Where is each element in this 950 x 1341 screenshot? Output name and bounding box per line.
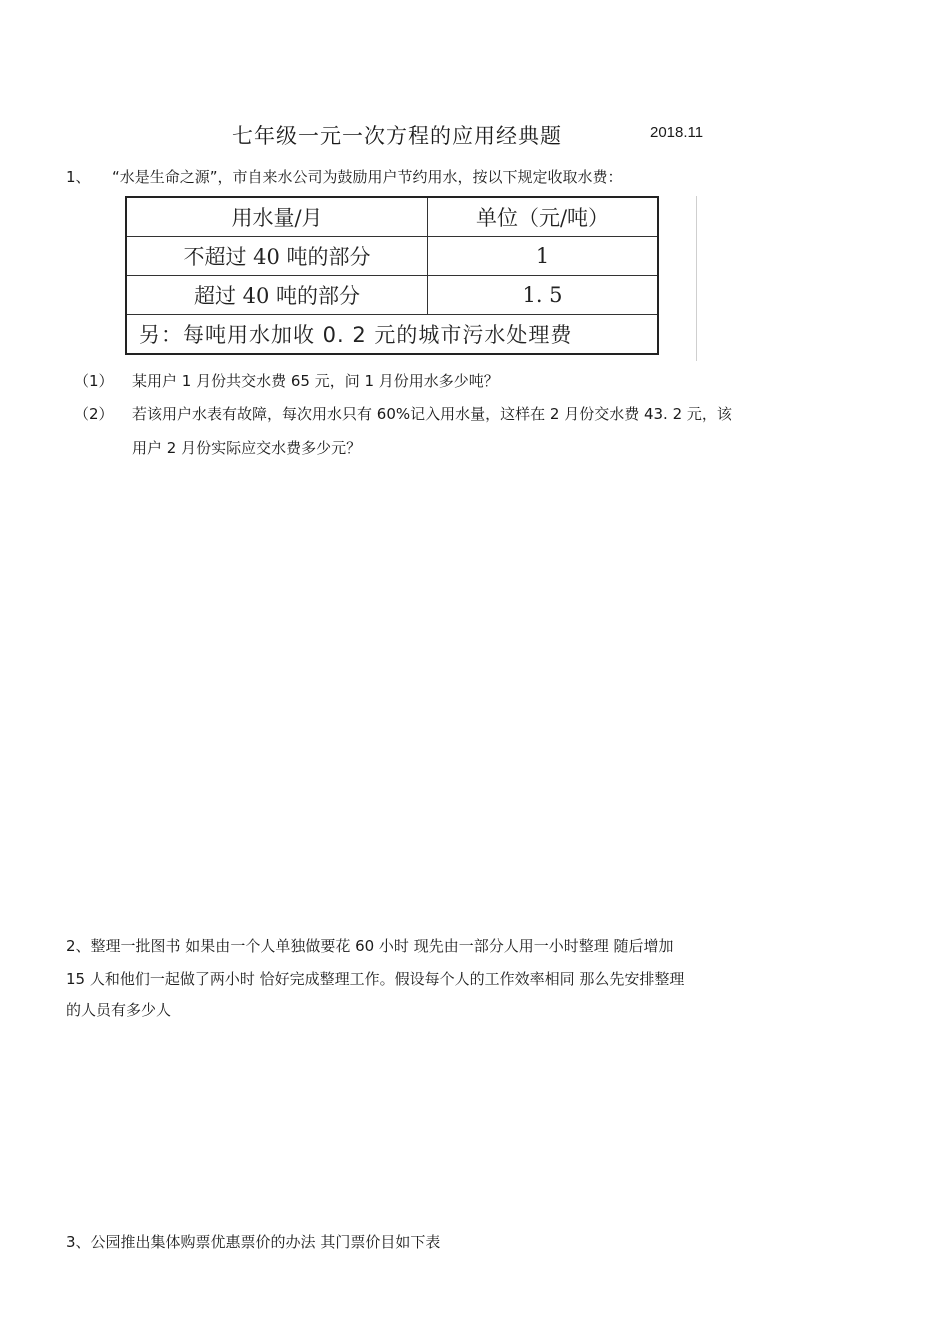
question-1-intro: “水是生命之源”，市自来水公司为鼓励用户节约用水，按以下规定收取水费： (112, 168, 623, 186)
sub-question-1-label: （1） (74, 372, 114, 390)
table-header-row (126, 197, 658, 237)
page-title: 七年级一元一次方程的应用经典题 (232, 124, 562, 148)
question-2-line3: 的人员有多少人 (66, 1001, 172, 1019)
table-header-cell: 用水量/月 (126, 197, 428, 237)
question-1-number: 1、 (66, 168, 91, 186)
table-note: 另：每吨用水加收 0. 2 元的城市污水处理费 (126, 315, 658, 355)
scan-edge-line (696, 196, 697, 361)
sub-question-2-text-line2: 用户 2 月份实际应交水费多少元？ (132, 439, 362, 457)
table-cell: 超过 40 吨的部分 (126, 276, 428, 315)
date-label: 2018.11 (650, 124, 704, 141)
question-3-line1: 3、公园推出集体购票优惠票价的办法 其门票价目如下表 (66, 1233, 441, 1251)
table-row (126, 237, 658, 276)
sub-question-2-label: （2） (74, 405, 114, 423)
question-2-line1: 2、整理一批图书 如果由一个人单独做要花 60 小时 现先由一部分人用一小时整理 随后增加 (66, 937, 674, 955)
table-cell: 1 (428, 237, 659, 276)
table-row (126, 276, 658, 315)
question-2-line2: 15 人和他们一起做了两小时 恰好完成整理工作。假设每个人的工作效率相同 那么先安排整理 (66, 970, 685, 988)
table-cell: 1. 5 (428, 276, 659, 315)
water-fee-table (125, 196, 659, 355)
table-cell: 不超过 40 吨的部分 (126, 237, 428, 276)
sub-question-2-text-line1: 若该用户水表有故障，每次用水只有 60%记入用水量，这样在 2 月份交水费 43. 2 元，该 (132, 405, 732, 423)
table-note-row (126, 315, 658, 355)
sub-question-1-text: 某用户 1 月份共交水费 65 元，问 1 月份用水多少吨？ (132, 372, 499, 390)
table-header-cell: 单位（元/吨） (428, 197, 659, 237)
